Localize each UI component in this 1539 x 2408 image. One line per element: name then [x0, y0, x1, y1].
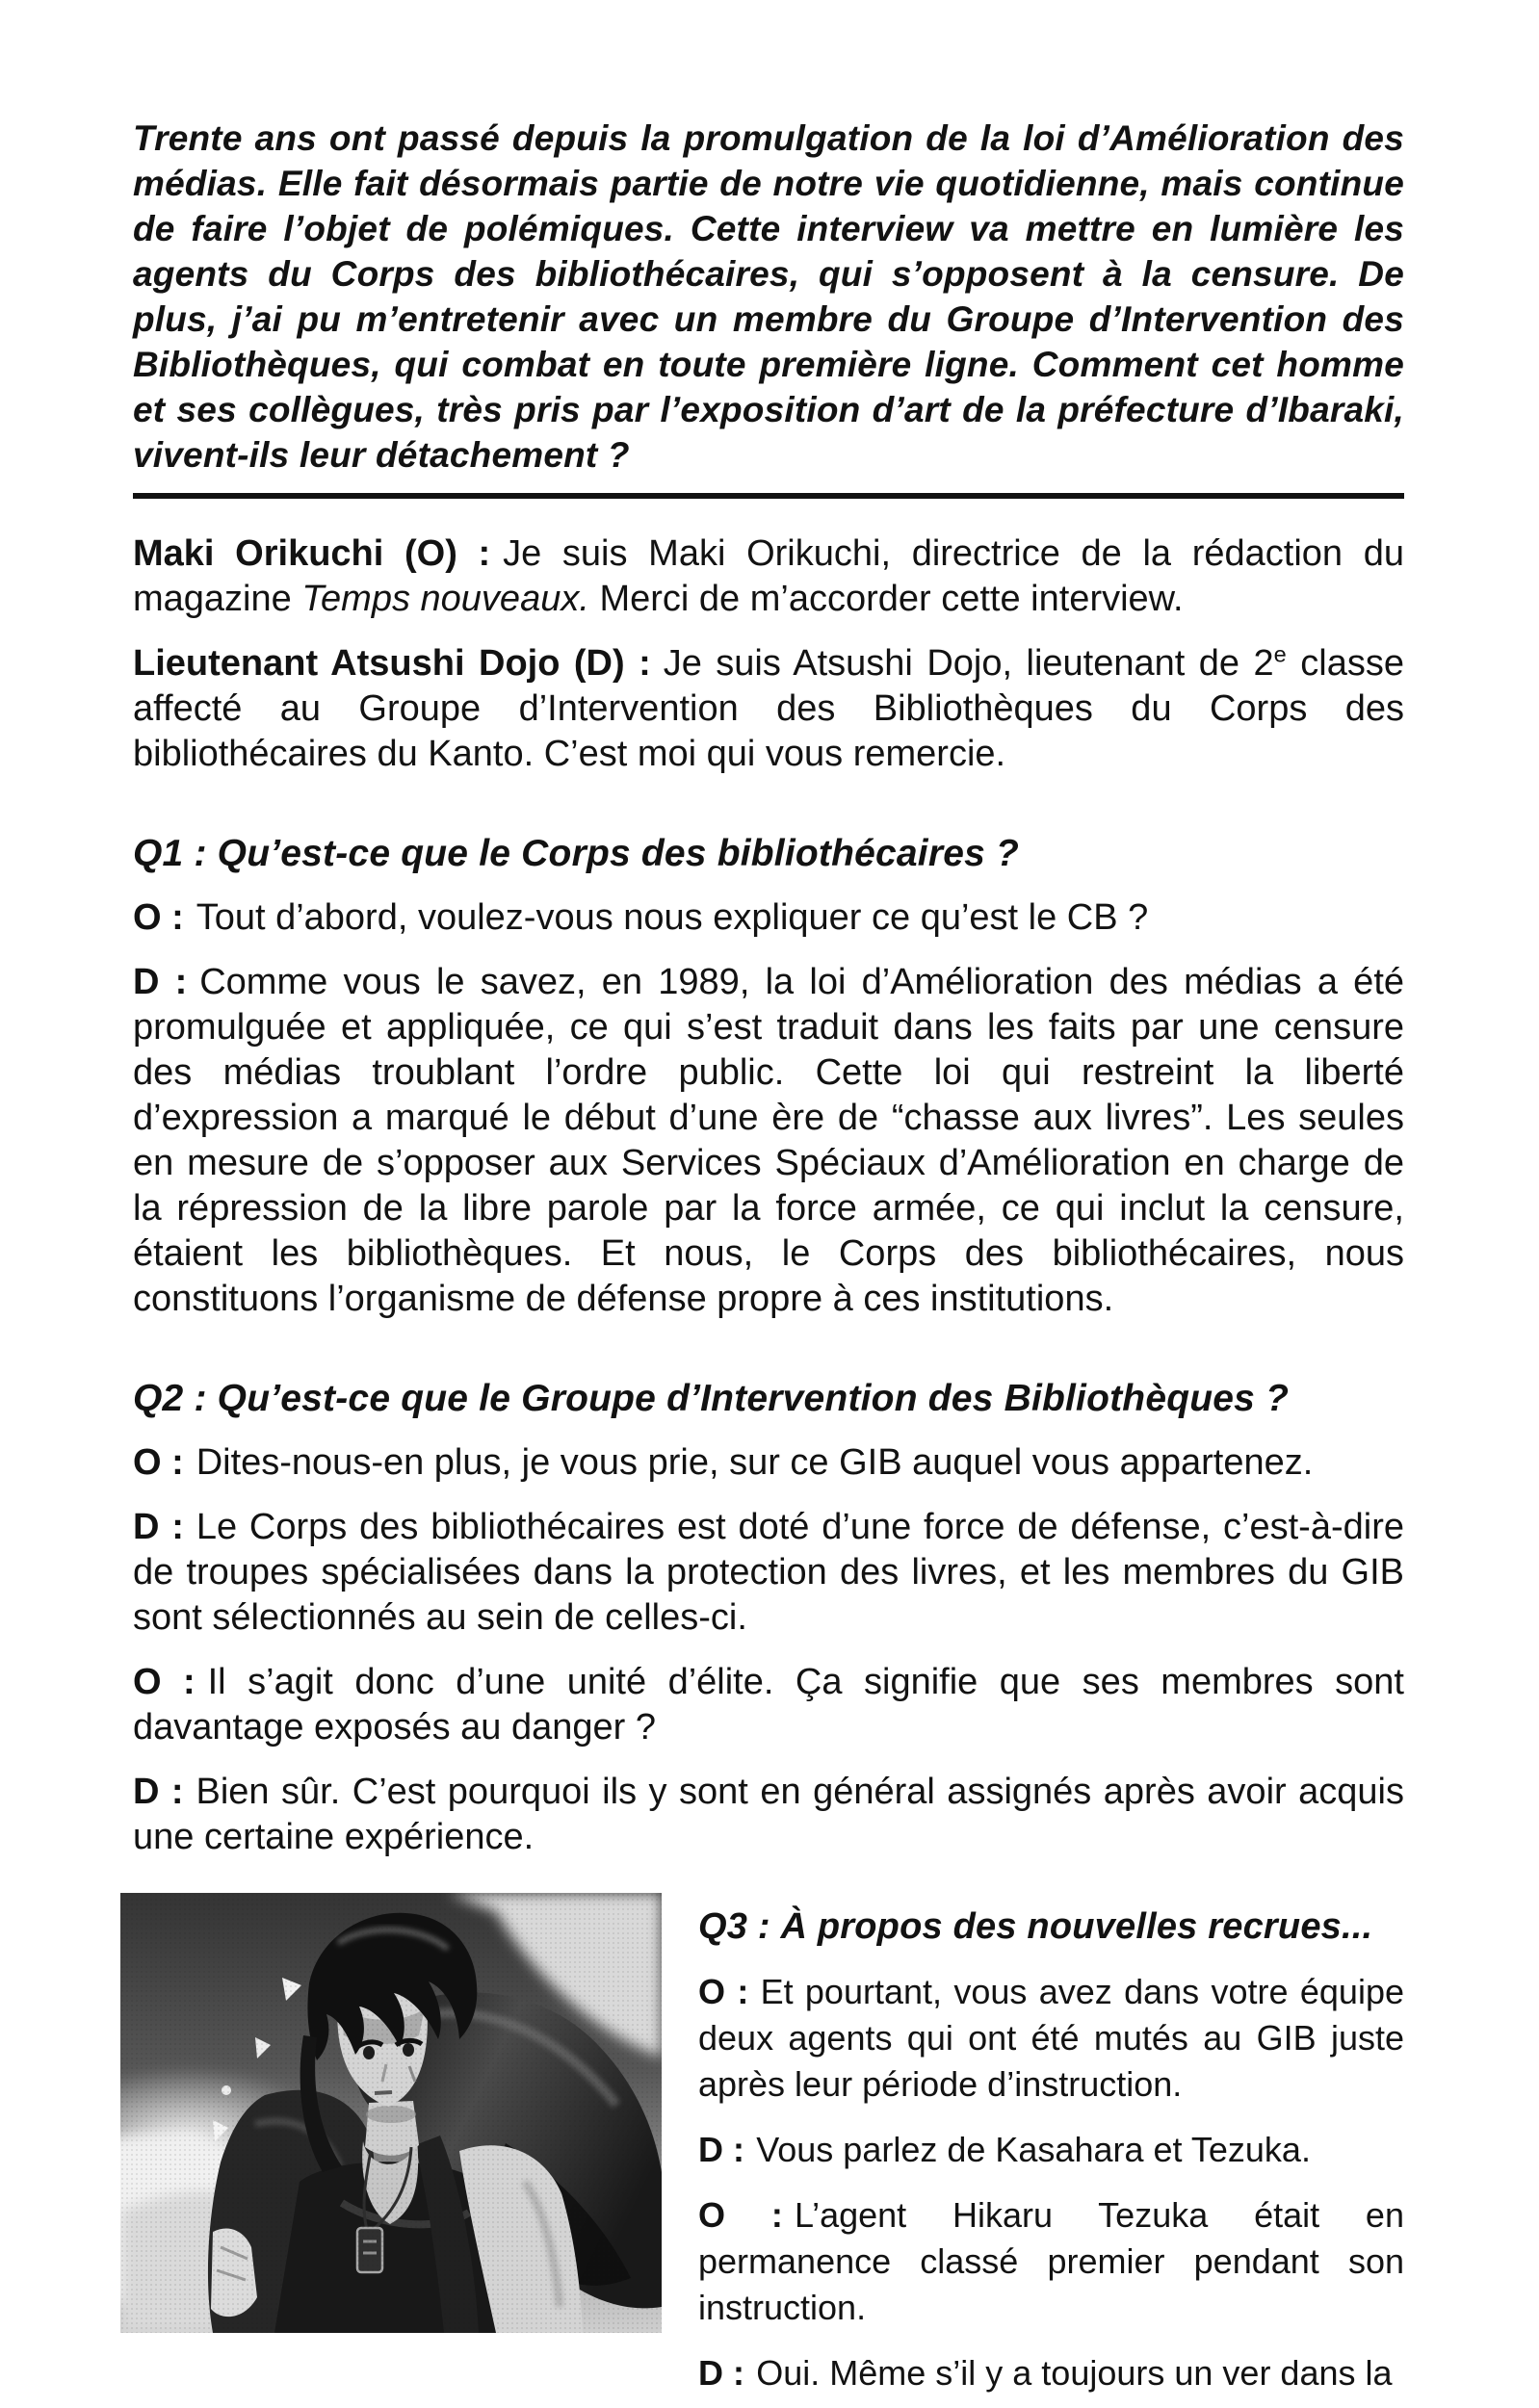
speaker-label-d: D :: [133, 962, 188, 1002]
speaker-label-o: O :: [133, 1442, 184, 1483]
paragraph-dojo-intro: [133, 641, 1404, 777]
question-2-heading: Q2 : Qu’est-ce que le Groupe d’Intervention des Bibliothèques ?: [133, 1378, 1290, 1419]
intro-text: Trente ans ont passé depuis la promulgation de la loi d’Amélioration des médias. Elle fait désormais partie de notre vie quotidienne, mais continue de faire l’objet de polémiques. Cette interview va mettre en lumière les agents du Corps des bibliothécaires, qui s’opposent à la censure. De plus, j’ai pu m’entretenir avec un membre du Groupe d’Intervention des Bibliothèques, qui combat en toute première ligne. Comment cet homme et ses collègues, très pris par l’exposition d’art de la préfecture d’Ibaraki, vivent-ils leur détachement ?: [133, 118, 1404, 475]
section-divider: [133, 493, 1404, 499]
q1-exchange-1-text: Comme vous le savez, en 1989, la loi d’Amélioration des médias a été promulguée et appliquée, ce qui s’est traduit dans les faits par une censure des médias troublant l’ordre public. Cette loi qui restreint la liberté d’expression a marqué le début d’une ère de “chasse aux livres”. Les seules en mesure de s’opposer aux Services Spéciaux d’Amélioration en charge de la répression de la libre parole par la force armée, ce qui inclut la censure, étaient les bibliothèques. Et nous, le Corps des bibliothécaires, nous constituons l’organisme de défense propre à ces institutions.: [133, 962, 1405, 1319]
question-3-heading: Q3 : À propos des nouvelles recrues...: [698, 1906, 1373, 1947]
speaker-label-d: D :: [698, 2130, 744, 2169]
q1-exchange-0: [133, 895, 1404, 941]
magazine-title: Temps nouveaux.: [301, 579, 589, 619]
dojo-text-after: classe affecté au Groupe d’Intervention des Bibliothèques du Corps des bibliothécaires du Kanto. C’est moi qui vous remercie.: [133, 643, 1404, 774]
dojo-illustration-art: [120, 1893, 662, 2333]
q3-exchange-0-text: Et pourtant, vous avez dans votre équipe deux agents qui ont été mutés au GIB juste après leur période d’instruction.: [698, 1972, 1404, 2104]
maki-text-after: Merci de m’accorder cette interview.: [599, 579, 1184, 619]
q3-exchange-1-text: Vous parlez de Kasahara et Tezuka.: [756, 2130, 1311, 2169]
maki-text-before: Je suis Maki Orikuchi, directrice de la rédaction du magazine: [133, 533, 1404, 619]
speaker-label-maki: Maki Orikuchi (O) :: [133, 533, 491, 574]
q3-exchange-2: [698, 2192, 1404, 2331]
q3-column: [698, 1893, 1404, 2396]
dojo-text-before: Je suis Atsushi Dojo, lieutenant de 2: [663, 643, 1274, 684]
paragraph-maki-intro: [133, 531, 1404, 622]
q1-exchange-1: [133, 960, 1404, 1322]
speaker-label-o: O :: [133, 1662, 196, 1702]
q2-exchange-1-text: Le Corps des bibliothécaires est doté d’une force de défense, c’est-à-dire de troupes spécialisées dans la protection des livres, et les membres du GIB sont sélectionnés au sein de celles-ci.: [133, 1507, 1404, 1638]
ordinal-superscript: e: [1273, 641, 1287, 667]
halftone-overlay: [120, 1893, 662, 2333]
q2-exchange-0: [133, 1440, 1404, 1486]
q3-exchange-3-text: Oui. Même s’il y a toujours un ver dans la: [756, 2353, 1393, 2393]
q2-exchange-0-text: Dites-nous-en plus, je vous prie, sur ce GIB auquel vous appartenez.: [196, 1442, 1314, 1483]
speaker-label-o: O :: [698, 2195, 783, 2235]
bottom-section: [133, 1893, 1404, 2396]
q1-exchange-0-text: Tout d’abord, voulez-vous nous expliquer ce qu’est le CB ?: [196, 897, 1149, 938]
speaker-label-o: O :: [698, 1972, 749, 2011]
q3-exchange-3: [698, 2350, 1404, 2396]
speaker-label-d: D :: [133, 1772, 184, 1812]
intro-paragraph: [133, 116, 1404, 478]
q2-exchange-3: [133, 1770, 1404, 1860]
question-1-heading: Q1 : Qu’est-ce que le Corps des bibliothécaires ?: [133, 833, 1020, 874]
q2-exchange-2-text: Il s’agit donc d’une unité d’élite. Ça signifie que ses membres sont davantage exposés au danger ?: [133, 1662, 1404, 1748]
dojo-illustration: [120, 1893, 662, 2333]
q3-exchange-1: [698, 2127, 1404, 2173]
speaker-label-dojo: Lieutenant Atsushi Dojo (D) :: [133, 643, 651, 684]
q3-exchange-2-text: L’agent Hikaru Tezuka était en permanence classé premier pendant son instruction.: [698, 2195, 1404, 2327]
q2-exchange-1: [133, 1505, 1404, 1641]
q2-exchange-3-text: Bien sûr. C’est pourquoi ils y sont en général assignés après avoir acquis une certaine expérience.: [133, 1772, 1404, 1857]
q2-exchange-2: [133, 1660, 1404, 1750]
q3-exchange-0: [698, 1969, 1404, 2108]
speaker-label-o: O :: [133, 897, 184, 938]
speaker-label-d: D :: [698, 2353, 744, 2393]
speaker-label-d: D :: [133, 1507, 184, 1547]
